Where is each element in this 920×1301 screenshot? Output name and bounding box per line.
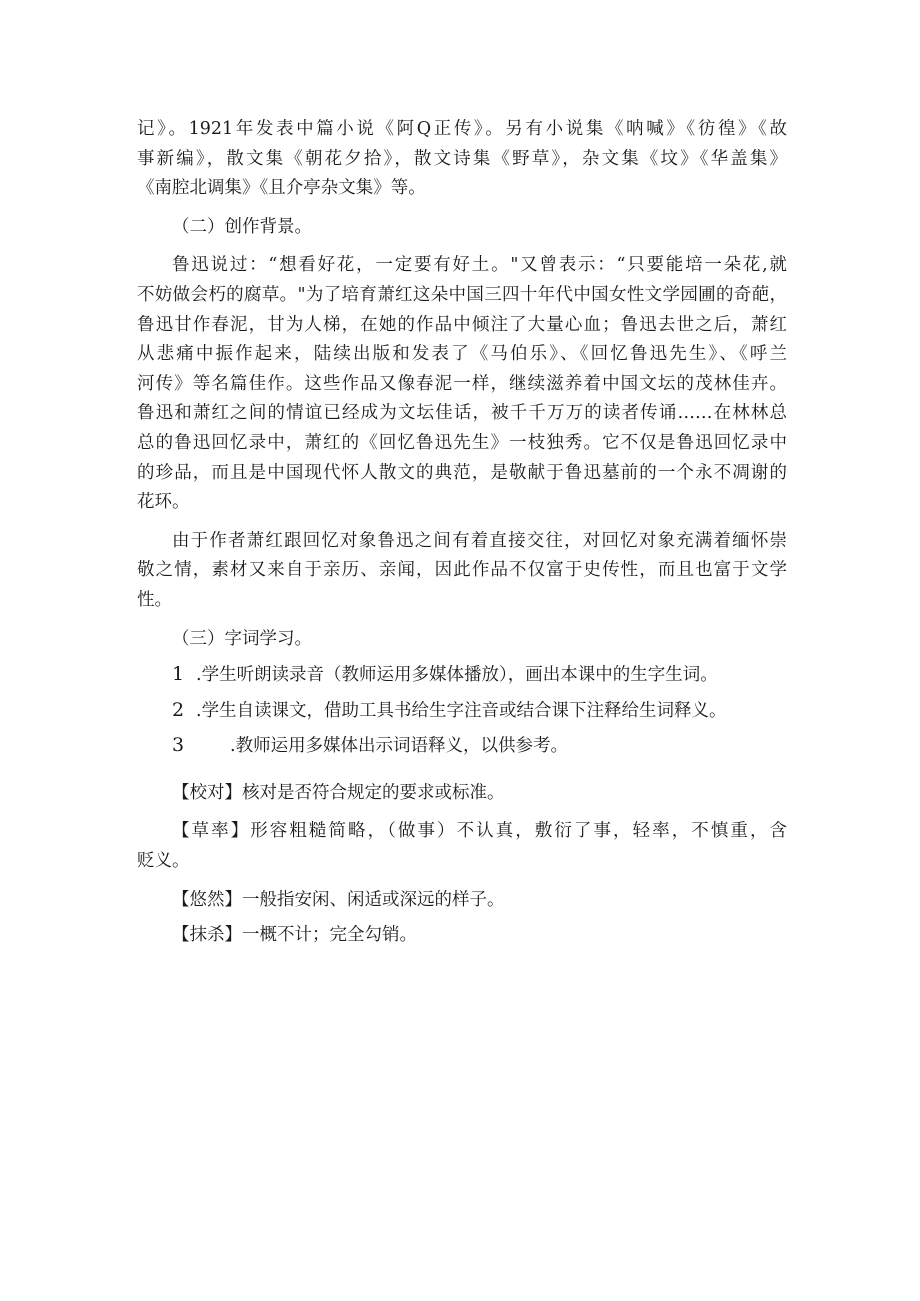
glossary-entry: 【抹杀】一概不计；完全勾销。: [172, 925, 417, 946]
text-line: 的珍品，而且是中国现代怀人散文的典范，是敬献于鲁迅墓前的一个永不凋谢的: [137, 462, 787, 483]
text-line: 鲁迅说过：“想看好花，一定要有好土。"又曾表示：“只要能培一朵花,就: [172, 255, 787, 276]
text-line: 贬义。: [137, 851, 190, 872]
text-line: 总的鲁迅回忆录中，萧红的《回忆鲁迅先生》一枝独秀。它不仅是鲁迅回忆录中: [137, 432, 787, 453]
text-line: 【草率】形容粗糙简略，（做事）不认真，敷衍了事，轻率，不慎重，含: [172, 821, 787, 842]
text-line: 性。: [137, 589, 172, 610]
step-number: 2: [172, 698, 185, 721]
text-line: 记》。1921年发表中篇小说《阿Q正传》。另有小说集《呐喊》《彷徨》《故: [137, 119, 787, 139]
glossary-entry: 【校对】核对是否符合规定的要求或标准。: [172, 782, 505, 803]
list-item: [137, 660, 787, 690]
steps-list: [137, 660, 787, 761]
glossary: [137, 779, 787, 951]
text-line: 从悲痛中振作起来，陆续出版和发表了《马伯乐》、《回忆鲁迅先生》、《呼兰: [137, 344, 787, 365]
text-line: 敬之情，素材又来自于亲历、亲闻，因此作品不仅富于史传性，而且也富于文学: [137, 560, 787, 581]
step-number: 3: [172, 734, 185, 757]
text-line: 花环。: [137, 492, 190, 513]
text-line: 《南腔北调集》《且介亭杂文集》等。: [137, 178, 426, 199]
step-text: .学生自读课文，借助工具书给生字注音或结合课下注释给生词释义。: [196, 700, 727, 721]
text-line: 不妨做会朽的腐草。"为了培育萧红这朵中国三四十年代中国女性文学园圃的奇葩，: [137, 284, 787, 305]
text-line: 河传》等名篇佳作。这些作品又像春泥一样，继续滋养着中国文坛的茂林佳卉。: [137, 373, 787, 394]
document-body: [137, 115, 787, 951]
text-line: 鲁迅甘作春泥，甘为人梯，在她的作品中倾注了大量心血；鲁迅去世之后，萧红: [137, 314, 787, 335]
text-line: 由于作者萧红跟回忆对象鲁迅之间有着直接交往，对回忆对象充满着缅怀崇: [172, 530, 787, 551]
background-paragraph-1: [137, 251, 787, 517]
list-item: [137, 731, 787, 761]
step-number: 1: [172, 663, 185, 686]
text-line: 事新编》，散文集《朝花夕拾》，散文诗集《野草》，杂文集《坟》《华盖集》: [137, 148, 787, 169]
step-text: .学生听朗读录音（教师运用多媒体播放），画出本课中的生字生词。: [196, 665, 718, 686]
glossary-entry: 【悠然】一般指安闲、闲适或深远的样子。: [172, 889, 505, 910]
list-item: [137, 696, 787, 726]
background-paragraph-2: [137, 527, 787, 616]
glossary-entry: [137, 817, 787, 876]
vocab-heading: （三）字词学习。: [172, 628, 312, 649]
text-line: 鲁迅和萧红之间的情谊已经成为文坛佳话，被千千万万的读者传诵……在林林总: [137, 403, 787, 424]
background-heading: （二）创作背景。: [172, 216, 312, 237]
step-text: .教师运用多媒体出示词语释义，以供参考。: [230, 736, 569, 757]
author-works-paragraph: [137, 115, 787, 204]
